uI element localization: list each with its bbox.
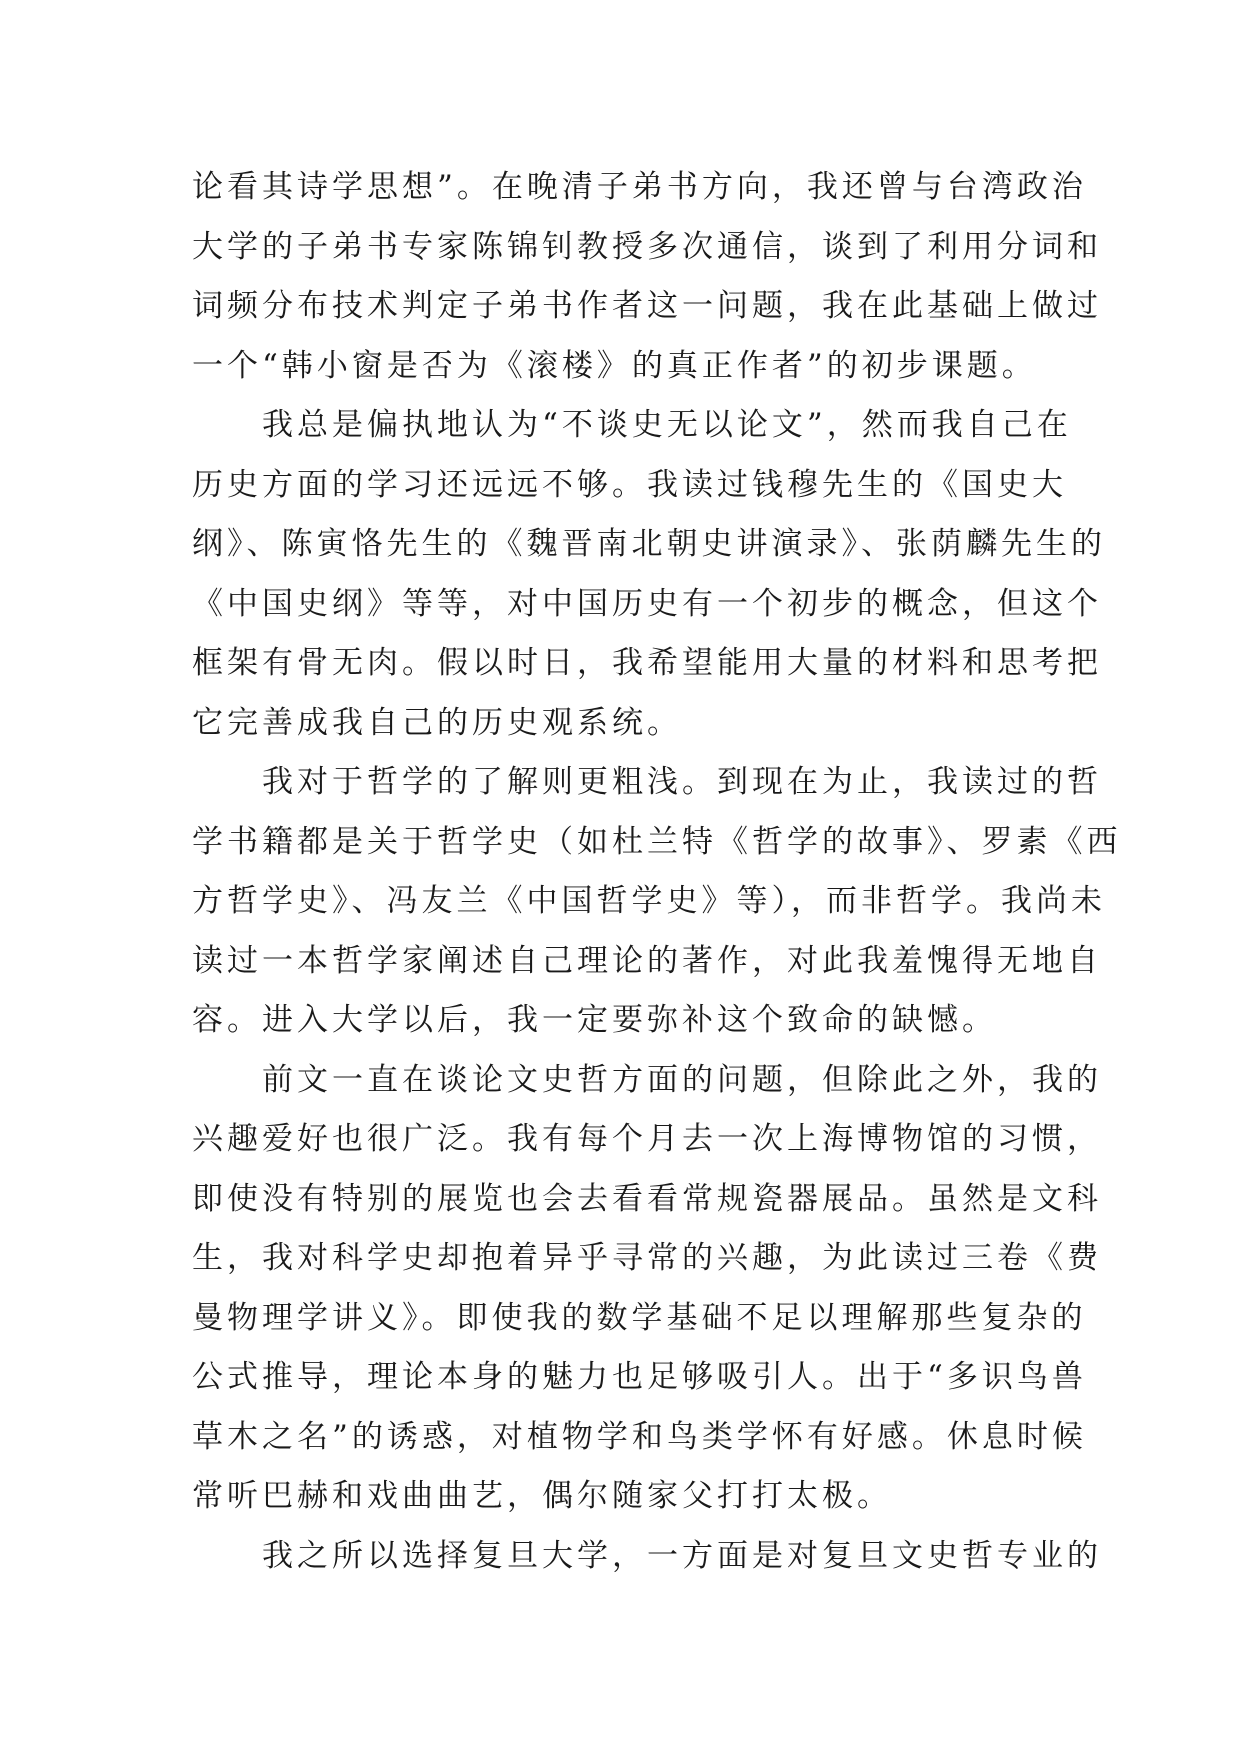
text-line: 草木之名”的诱惑，对植物学和鸟类学怀有好感。休息时候: [192, 1418, 1087, 1455]
text-line: 前文一直在谈论文史哲方面的问题，但除此之外，我的: [262, 1061, 1102, 1098]
text-line: 框架有骨无肉。假以时日，我希望能用大量的材料和思考把: [192, 645, 1102, 681]
text-line: 我对于哲学的了解则更粗浅。到现在为止，我读过的哲: [262, 764, 1102, 800]
text-line: 我之所以选择复旦大学，一方面是对复旦文史哲专业的: [262, 1537, 1102, 1574]
text-line: 方哲学史》、冯友兰《中国哲学史》等），而非哲学。我尚未: [192, 883, 1106, 919]
text-line: 公式推导，理论本身的魅力也足够吸引人。出于“多识鸟兽: [192, 1359, 1087, 1395]
text-line: 读过一本哲学家阐述自己理论的著作，对此我羞愧得无地自: [192, 942, 1102, 979]
body-text: [192, 158, 1122, 1586]
text-line: 一个“韩小窗是否为《滚楼》的真正作者”的初步课题。: [192, 347, 1037, 384]
text-line: 生，我对科学史却抱着异乎寻常的兴趣，为此读过三卷《费: [192, 1240, 1102, 1276]
text-line: 历史方面的学习还远远不够。我读过钱穆先生的《国史大: [192, 466, 1067, 503]
text-line: 大学的子弟书专家陈锦钊教授多次通信，谈到了利用分词和: [192, 228, 1102, 265]
text-line: 纲》、陈寅恪先生的《魏晋南北朝史讲演录》、张荫麟先生的: [192, 526, 1106, 562]
text-line: 学书籍都是关于哲学史（如杜兰特《哲学的故事》、罗素《西: [192, 823, 1122, 860]
text-line: 兴趣爱好也很广泛。我有每个月去一次上海博物馆的习惯，: [192, 1121, 1102, 1157]
text-line: 《中国史纲》等等，对中国历史有一个初步的概念，但这个: [192, 585, 1102, 622]
text-line: 词频分布技术判定子弟书作者这一问题，我在此基础上做过: [192, 288, 1102, 324]
text-line: 我总是偏执地认为“不谈史无以论文”，然而我自己在: [262, 407, 1072, 443]
text-line: 常听巴赫和戏曲曲艺，偶尔随家父打打太极。: [192, 1478, 892, 1514]
text-line: 论看其诗学思想”。在晚清子弟书方向，我还曾与台湾政治: [192, 169, 1087, 205]
text-line: 曼物理学讲义》。即使我的数学基础不足以理解那些复杂的: [192, 1299, 1087, 1336]
text-line: 容。进入大学以后，我一定要弥补这个致命的缺憾。: [192, 1002, 997, 1038]
text-line: 它完善成我自己的历史观系统。: [192, 704, 682, 741]
text-line: 即使没有特别的展览也会去看看常规瓷器展品。虽然是文科: [192, 1180, 1102, 1217]
